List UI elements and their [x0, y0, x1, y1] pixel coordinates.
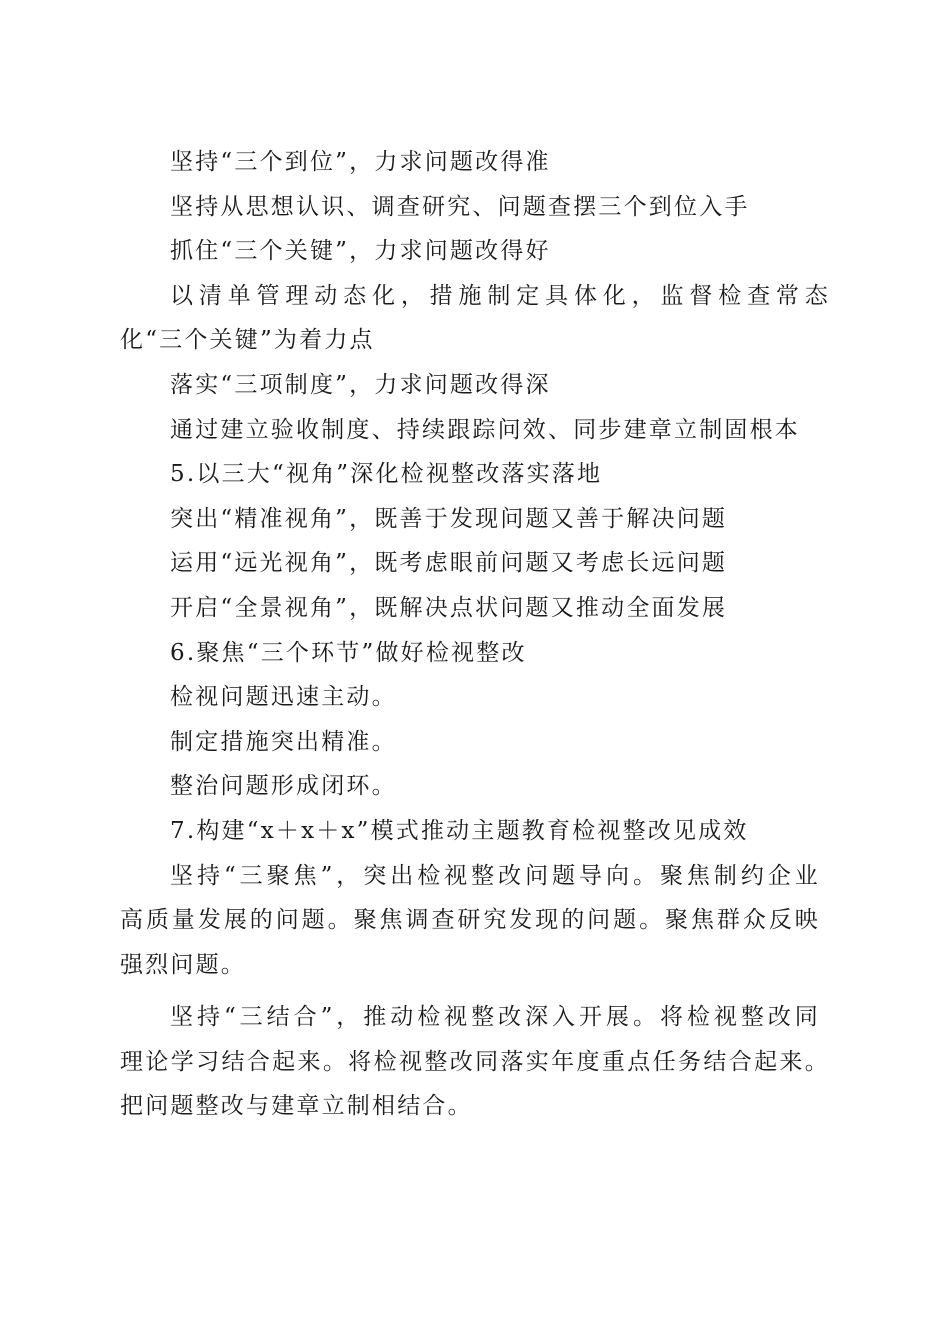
text-line: 运用“远光视角”，既考虑眼前问题又考虑长远问题	[170, 550, 728, 577]
text-line: 整治问题形成闭环。	[170, 773, 397, 800]
text-line: 通过建立验收制度、持续跟踪问效、同步建章立制固根本	[170, 416, 800, 443]
section-heading: 5.以三大“视角”深化检视整改落实落地	[170, 461, 603, 488]
paragraph-three-combine	[120, 995, 830, 1129]
paragraph-three-focus	[120, 854, 830, 988]
text-line: 坚持“三个到位”，力求问题改得准	[170, 149, 551, 175]
text-line: 制定措施突出精准。	[170, 728, 397, 755]
text-line: 开启“全景视角”，既解决点状问题又推动全面发展	[170, 594, 728, 621]
paragraph-management	[120, 274, 830, 363]
paragraph-line: 把问题整改与建章立制相结合。	[120, 1093, 473, 1120]
text-line: 突出“精准视角”，既善于发现问题又善于解决问题	[170, 505, 728, 532]
paragraph-line: 理论学习结合起来。将检视整改同落实年度重点任务结合起来。	[120, 1048, 830, 1075]
text-line: 落实“三项制度”，力求问题改得深	[170, 371, 551, 398]
paragraph-line: 坚持“三结合”，推动检视整改深入开展。将检视整改同	[170, 1004, 820, 1031]
paragraph-gap	[120, 987, 830, 995]
section-heading: 7.构建“x＋x＋x”模式推动主题教育检视整改见成效	[170, 817, 749, 844]
paragraph-line: 化“三个关键”为着力点	[120, 327, 375, 354]
paragraph-line: 坚持“三聚焦”，突出检视整改问题导向。聚焦制约企业	[170, 862, 820, 889]
paragraph-line: 高质量发展的问题。聚焦调查研究发现的问题。聚焦群众反映	[120, 907, 820, 934]
section-heading: 6.聚焦“三个环节”做好检视整改	[170, 639, 527, 666]
text-line: 坚持从思想认识、调查研究、问题查摆三个到位入手	[170, 193, 750, 220]
document-body	[120, 140, 830, 1129]
text-line: 抓住“三个关键”，力求问题改得好	[170, 238, 551, 265]
paragraph-line: 以清单管理动态化，措施制定具体化，监督检查常态	[170, 282, 830, 309]
paragraph-line: 强烈问题。	[120, 951, 246, 978]
text-line: 检视问题迅速主动。	[170, 684, 397, 711]
